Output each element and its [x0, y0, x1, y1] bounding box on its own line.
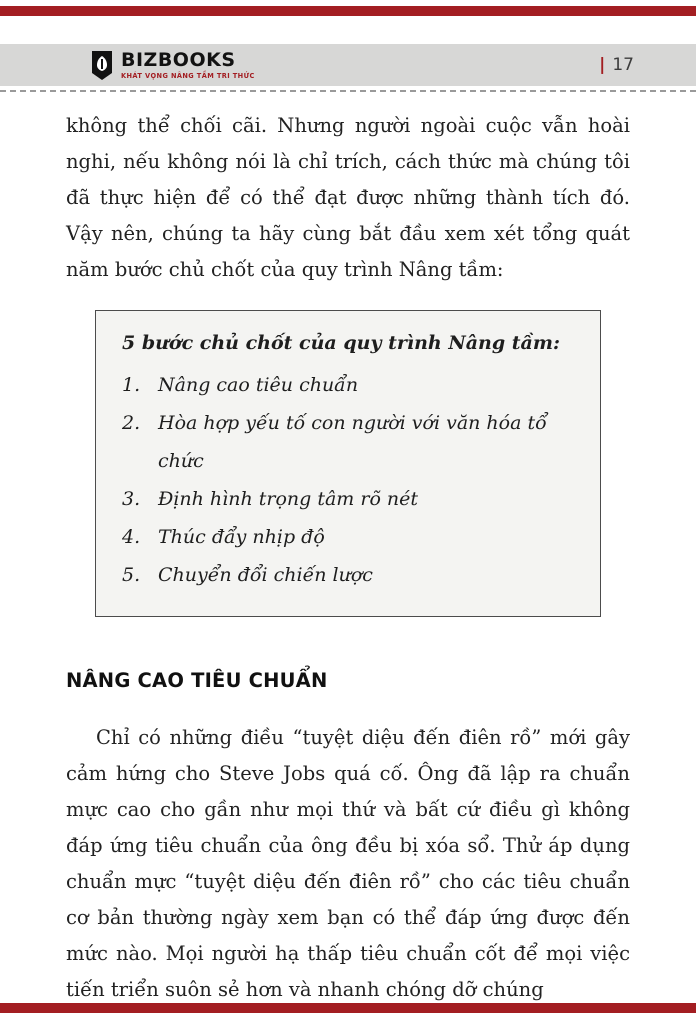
page-number-divider: |: [599, 55, 606, 75]
list-item-number: 5.: [122, 563, 141, 586]
list-item-number: 2.: [122, 411, 141, 434]
list-item-text: Thúc đẩy nhịp độ: [158, 525, 325, 548]
list-item-number: 4.: [122, 525, 141, 548]
key-steps-box-title: 5 bước chủ chốt của quy trình Nâng tầm:: [122, 332, 560, 354]
list-item-number: 1.: [122, 373, 141, 396]
page-header: [0, 44, 696, 86]
bottom-accent-bar: [0, 1003, 696, 1013]
list-item: [122, 404, 574, 480]
page-number-value: 17: [612, 55, 634, 75]
page-content: [66, 108, 630, 1008]
paragraph: Chỉ có những điều “tuyệt diệu đến điên rồ” mới gây cảm hứng cho Steve Jobs quá cố. Ông đã lập ra chuẩn mực cao cho gần như mọi thứ và bất cứ điều gì không đáp ứng tiêu chuẩn của ông đều bị xóa sổ. Thử áp dụng chuẩn mực “tuyệt diệu đến điên rồ” cho các tiêu chuẩn cơ bản thường ngày xem bạn có thể đáp ứng được đến mức nào. Mọi người hạ thấp tiêu chuẩn cốt để mọi việc tiến triển suôn sẻ hơn và nhanh chóng dỡ chúng: [66, 725, 630, 1001]
list-item-text: Nâng cao tiêu chuẩn: [158, 373, 359, 396]
paragraph: không thể chối cãi. Nhưng người ngoài cuộc vẫn hoài nghi, nếu không nói là chỉ trích, cách thức mà chúng tôi đã thực hiện để có thể đạt được những thành tích đó. Vậy nên, chúng ta hãy cùng bắt đầu xem xét tổng quát năm bước chủ chốt của quy trình Nâng tầm:: [66, 114, 630, 281]
list-item: [122, 518, 574, 556]
key-steps-box: [95, 310, 601, 617]
list-item: [122, 480, 574, 518]
logo-title: BIZBOOKS: [121, 48, 236, 71]
list-item-text: Hòa hợp yếu tố con người với văn hóa tổ chức: [158, 411, 547, 472]
list-item-text: Định hình trọng tâm rõ nét: [158, 487, 419, 510]
page-number: [599, 55, 634, 75]
header-perforation-line: [0, 90, 696, 92]
list-item-number: 3.: [122, 487, 141, 510]
bizbooks-logo: [90, 48, 255, 80]
bizbooks-logo-icon: [90, 51, 114, 80]
list-item: [122, 366, 574, 404]
top-accent-bar: [0, 6, 696, 16]
list-item-text: Chuyển đổi chiến lược: [158, 563, 373, 586]
logo-text: [121, 48, 255, 80]
section-heading: NÂNG CAO TIÊU CHUẨN: [66, 668, 328, 692]
list-item: [122, 556, 574, 594]
logo-tagline: KHÁT VỌNG NÂNG TẦM TRI THỨC: [121, 71, 255, 80]
